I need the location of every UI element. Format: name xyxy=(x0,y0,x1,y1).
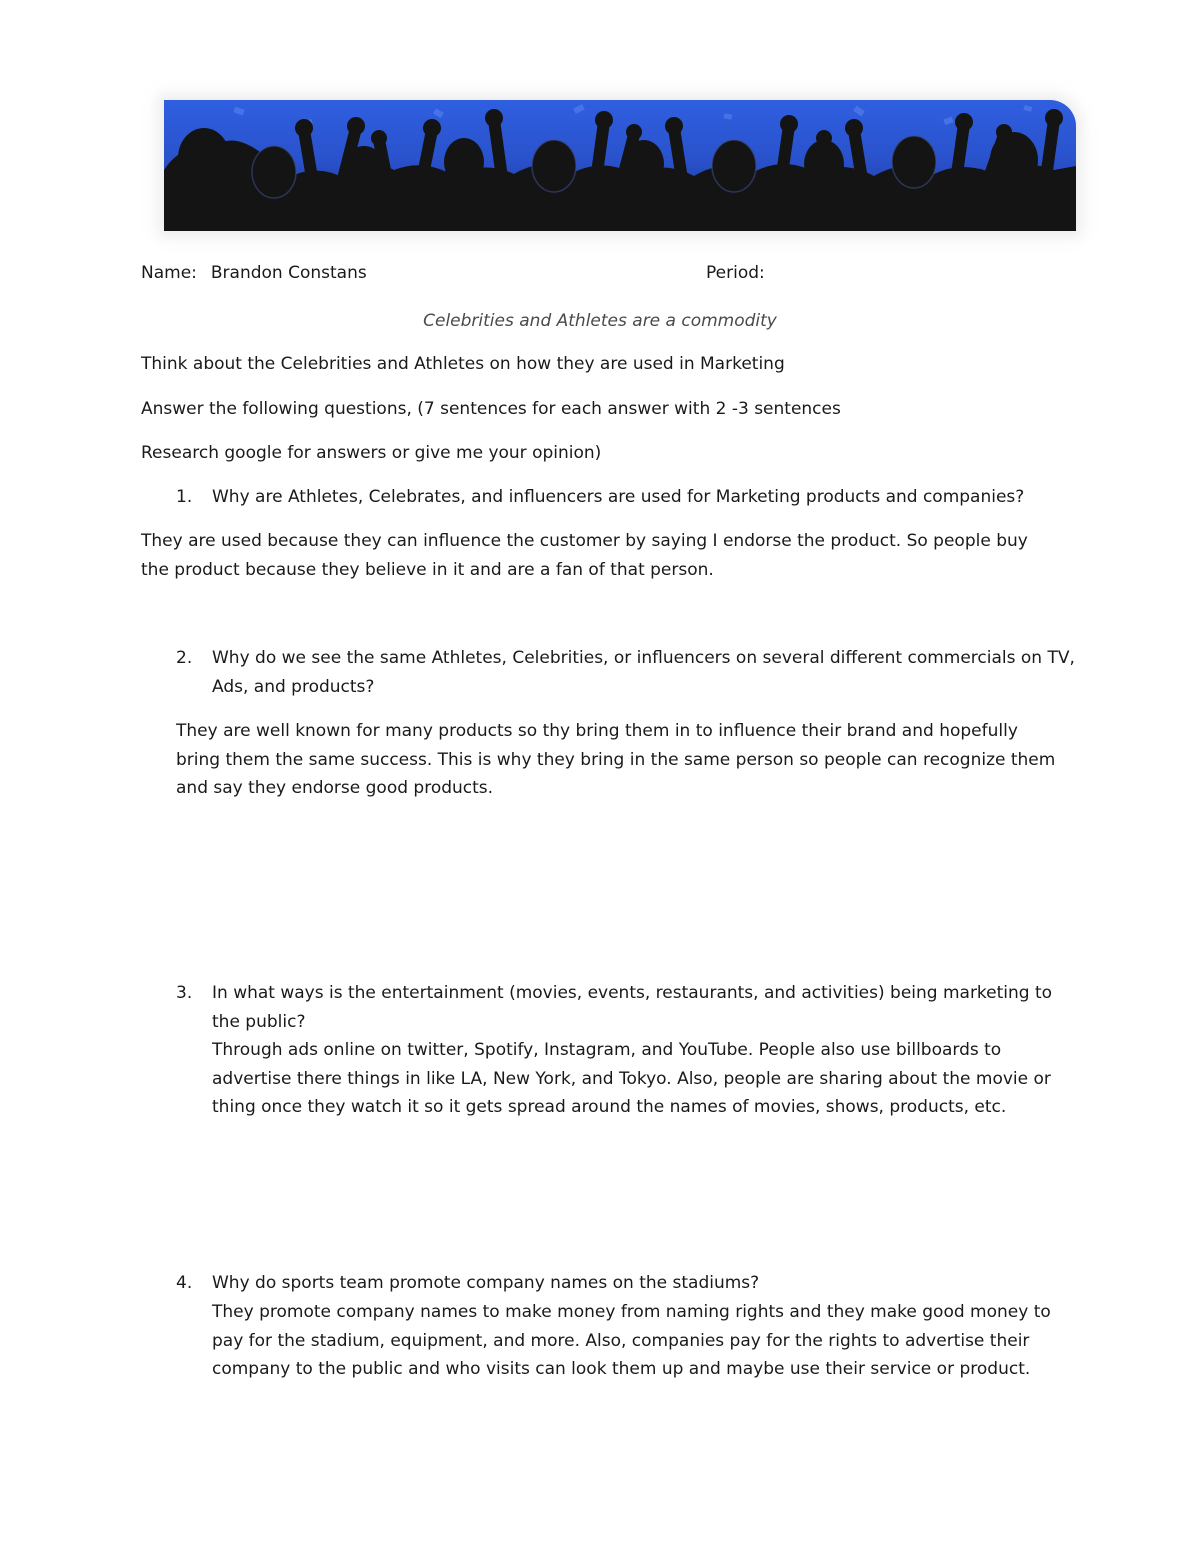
name-label: Name: xyxy=(141,263,197,283)
period-label: Period: xyxy=(706,263,765,283)
answer-2-text: They are well known for many products so thy bring them in to influence their brand and hopefully bring them the same success. This is why they bring in the same person so people can recognize them and say they endorse good products. xyxy=(176,721,1056,798)
answer-4-text: They promote company names to make money from naming rights and they make good money to pay for the stadium, equipment, and more. Also, companies pay for the rights to advertise their company to the public and who visits can look them up and maybe use their service or product. xyxy=(212,1302,1051,1379)
crowd-banner-image xyxy=(164,100,1076,231)
question-1-text: Why are Athletes, Celebrates, and influencers are used for Marketing products and companies? xyxy=(212,487,1025,507)
instruction-line-1: Think about the Celebrities and Athletes on how they are used in Marketing xyxy=(141,354,785,374)
question-4-text: Why do sports team promote company names on the stadiums? xyxy=(212,1273,760,1293)
instruction-line-3: Research google for answers or give me your opinion) xyxy=(141,443,602,463)
instruction-line-2: Answer the following questions, (7 sentences for each answer with 2 -3 sentences xyxy=(141,399,841,419)
question-1-number: 1. xyxy=(176,487,193,507)
answer-3-text: Through ads online on twitter, Spotify, Instagram, and YouTube. People also use billboards to advertise there things in like LA, New York, and Tokyo. Also, people are sharing about the movie or thing once they watch it so it gets spread around the names of movies, shows, products, etc. xyxy=(212,1040,1051,1117)
question-2-number: 2. xyxy=(176,648,193,668)
question-2-text: Why do we see the same Athletes, Celebrities, or influencers on several different commercials on TV, Ads, and products? xyxy=(212,648,1075,697)
worksheet-title: Celebrities and Athletes are a commodity xyxy=(423,311,777,331)
name-row xyxy=(141,259,367,287)
question-4-number: 4. xyxy=(176,1273,193,1293)
question-3-text: In what ways is the entertainment (movies, events, restaurants, and activities) being marketing to the public? xyxy=(212,983,1053,1032)
name-value: Brandon Constans xyxy=(210,263,367,283)
question-3-number: 3. xyxy=(176,983,193,1003)
period-row xyxy=(706,259,765,287)
crowd-silhouette-graphic xyxy=(164,100,1076,231)
answer-1-text: They are used because they can influence the customer by saying I endorse the product. So people buy the product because they believe in it and are a fan of that person. xyxy=(141,531,1028,580)
